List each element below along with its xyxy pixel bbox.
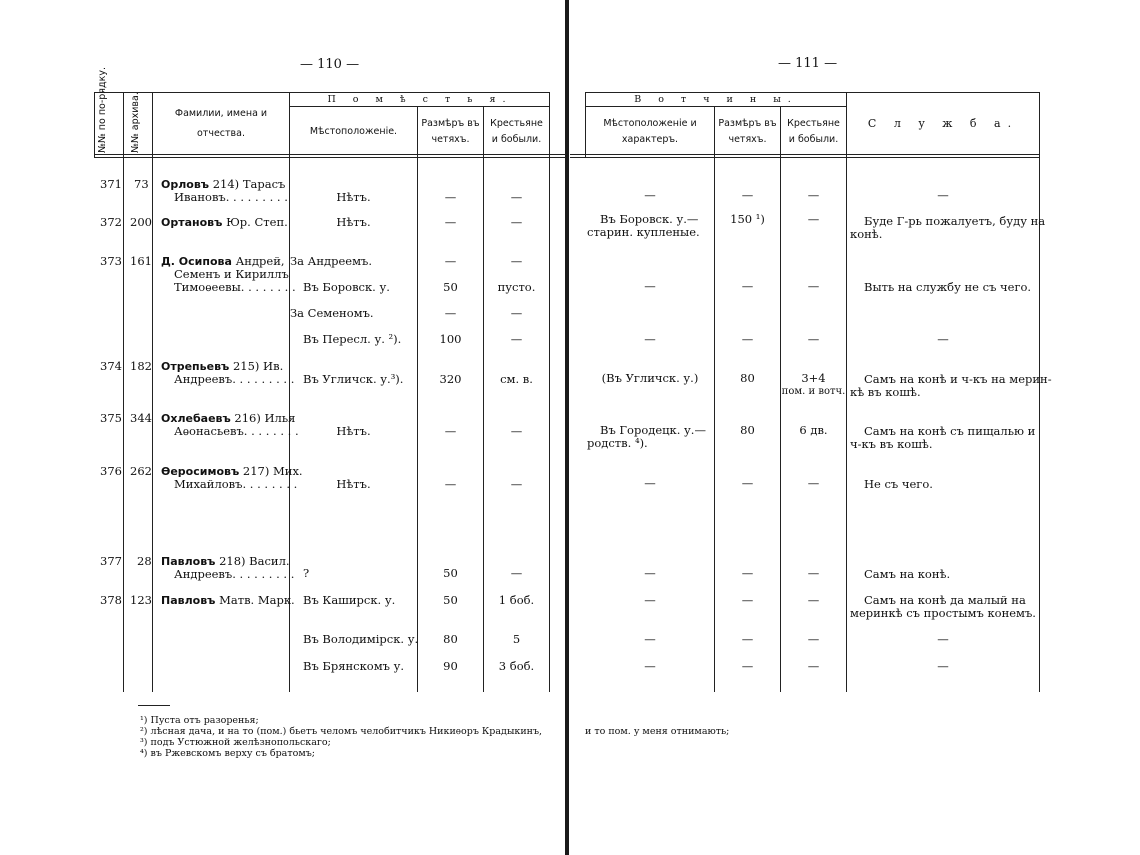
table-cell: — xyxy=(807,332,820,346)
table-cell: Павловъ 218) Васил. xyxy=(161,554,290,568)
table-cell: 372 xyxy=(100,215,122,229)
table-cell: 123 xyxy=(130,593,152,607)
table-cell: — xyxy=(741,188,754,202)
table-cell: — xyxy=(807,593,820,607)
table-cell: Въ Боровск. у.— xyxy=(600,212,699,226)
table-cell: — xyxy=(741,332,754,346)
table-cell: Самъ на конѣ. xyxy=(864,567,951,581)
table-cell: — xyxy=(510,254,523,268)
table-cell: — xyxy=(444,190,457,204)
table-cell: 3+4 xyxy=(801,371,826,385)
table-cell: — xyxy=(807,659,820,673)
table-cell: Ивановъ. . . . . . . . . xyxy=(174,190,288,204)
table-cell: 344 xyxy=(130,411,152,425)
table-cell: ? xyxy=(303,566,310,580)
table-cell: конѣ. xyxy=(850,227,883,241)
header-names: Фамилии, имена и отчества. xyxy=(174,108,268,139)
table-cell: 200 xyxy=(130,215,152,229)
table-cell: Буде Г-рь пожалуетъ, буду на xyxy=(864,214,1046,228)
table-cell: 28 xyxy=(137,554,152,568)
table-cell: 182 xyxy=(130,359,152,373)
table-cell: 376 xyxy=(100,464,122,478)
table-cell: ч-къ въ кошѣ. xyxy=(850,437,933,451)
table-cell: — xyxy=(937,188,949,202)
table-cell: Орловъ 214) Тарасъ xyxy=(161,177,286,191)
table-cell: — xyxy=(741,566,754,580)
right-page-number: — 111 — xyxy=(778,56,838,71)
table-cell: 1 боб. xyxy=(498,593,535,607)
table-cell: — xyxy=(510,477,523,491)
table-cell: 73 xyxy=(134,177,149,191)
table-cell: — xyxy=(644,659,656,673)
book-spine xyxy=(565,0,569,855)
table-cell: 262 xyxy=(130,464,152,478)
table-cell: 50 xyxy=(443,280,458,294)
table-cell: Въ Пересл. у. ²). xyxy=(303,332,402,346)
table-cell: Семенъ и Кириллъ xyxy=(174,267,289,281)
header-v-size: Размѣръ въ четяхъ. xyxy=(718,118,777,145)
table-cell: Нѣтъ. xyxy=(336,477,371,491)
table-cell: — xyxy=(510,215,523,229)
table-cell: — xyxy=(937,332,949,346)
footnote-rule xyxy=(138,705,170,706)
table-cell: — xyxy=(807,188,820,202)
footnote: ¹) Пуста отъ разоренья; xyxy=(140,715,259,726)
table-cell: 320 xyxy=(439,372,462,386)
table-cell: — xyxy=(644,566,656,580)
table-cell: — xyxy=(807,212,820,226)
table-cell: 378 xyxy=(100,593,122,607)
table-cell: — xyxy=(510,190,523,204)
table-cell: Ѳеросимовъ 217) Мих. xyxy=(161,464,303,478)
table-cell: Самъ на конѣ да малый на xyxy=(864,593,1026,607)
table-cell: Въ Каширск. у. xyxy=(303,593,396,607)
footnote: ²) лѣсная дача, и на то (пом.) бьетъ челомъ челобитчикъ Никиѳоръ Крадыкинъ, xyxy=(140,726,543,737)
table-cell: — xyxy=(644,632,656,646)
table-cell: — xyxy=(644,476,656,490)
table-cell: 50 xyxy=(443,593,458,607)
table-cell: За Семеномъ. xyxy=(290,306,374,320)
table-cell: Въ Володимірск. у. xyxy=(303,632,419,646)
table-cell: Выть на службу не съ чего. xyxy=(864,280,1032,294)
table-cell: 90 xyxy=(443,659,458,673)
table-cell: — xyxy=(644,279,656,293)
header-pomestya: П о м ѣ с т ь я. xyxy=(327,94,513,105)
table-cell: — xyxy=(807,632,820,646)
table-cell: — xyxy=(937,632,949,646)
table-cell: — xyxy=(510,424,523,438)
header-peasants: Крестьяне и бобыли. xyxy=(490,118,543,145)
table-cell: Въ Боровск. у. xyxy=(303,280,390,294)
table-cell: — xyxy=(510,332,523,346)
header-v-peasants: Крестьяне и бобыли. xyxy=(787,118,840,145)
table-cell: 50 xyxy=(443,566,458,580)
header-service: С л у ж б а. xyxy=(867,117,1019,130)
table-cell: старин. купленые. xyxy=(587,225,700,239)
table-cell: Нѣтъ. xyxy=(336,190,371,204)
table-cell: Въ Угличск. у.³). xyxy=(303,372,404,386)
table-cell: кѣ въ кошѣ. xyxy=(850,385,921,399)
table-cell: Ортановъ Юр. Степ. xyxy=(161,215,288,229)
table-cell: — xyxy=(444,424,457,438)
table-cell: Андреевъ. . . . . . . . . xyxy=(174,567,295,581)
table-cell: — xyxy=(444,215,457,229)
table-cell: родств. ⁴). xyxy=(587,436,648,450)
table-cell: — xyxy=(741,659,754,673)
table-cell: 371 xyxy=(100,177,122,191)
table-cell: 377 xyxy=(100,554,122,568)
table-cell: — xyxy=(644,593,656,607)
table-cell: 150 ¹) xyxy=(730,212,765,226)
header-size: Размѣръ въ четяхъ. xyxy=(421,118,480,145)
table-cell: Аѳонасьевъ. . . . . . . . xyxy=(174,424,299,438)
table-cell: Михайловъ. . . . . . . . xyxy=(174,477,298,491)
table-cell: — xyxy=(807,279,820,293)
left-page-number: — 110 — xyxy=(300,57,360,72)
table-cell: — xyxy=(937,659,949,673)
table-cell: Отрепьевъ 215) Ив. xyxy=(161,359,284,373)
table-cell: — xyxy=(741,593,754,607)
table-cell: 6 дв. xyxy=(799,423,828,437)
table-cell: (Въ Угличск. у.) xyxy=(601,371,699,385)
header-location: Мѣстоположеніе. xyxy=(309,126,398,137)
table-cell: — xyxy=(644,188,656,202)
table-cell: — xyxy=(807,476,820,490)
table-cell: 100 xyxy=(439,332,462,346)
table-cell: Въ Городецк. у.— xyxy=(600,423,706,437)
footnote: ³) подъ Устюжной желѣзнопольскаго; xyxy=(140,737,331,748)
table-cell: — xyxy=(741,632,754,646)
table-cell: 373 xyxy=(100,254,122,268)
table-cell: меринкѣ съ простымъ конемъ. xyxy=(850,606,1036,620)
header-votchiny: В о т ч и н ы. xyxy=(634,94,798,105)
table-cell: — xyxy=(741,279,754,293)
table-cell: — xyxy=(510,566,523,580)
footnote: ⁴) въ Ржевскомъ верху съ братомъ; xyxy=(140,748,315,759)
table-cell: 80 xyxy=(740,371,755,385)
table-cell: 5 xyxy=(512,632,521,646)
header-num-order: №№ по по-рядку. xyxy=(97,67,108,153)
table-cell: 375 xyxy=(100,411,122,425)
table-cell: Андреевъ. . . . . . . . . xyxy=(174,372,295,386)
table-cell: 80 xyxy=(443,632,458,646)
table-cell: — xyxy=(444,306,457,320)
table-cell: — xyxy=(741,476,754,490)
table-cell: — xyxy=(444,477,457,491)
table-cell: Д. Осипова Андрей, xyxy=(161,254,285,268)
header-v-location: Мѣстоположеніе и характеръ. xyxy=(603,118,697,145)
table-cell: 374 xyxy=(100,359,122,373)
table-cell: см. в. xyxy=(500,372,533,386)
header-num-archive: №№ архива. xyxy=(130,92,141,153)
table-cell: пусто. xyxy=(497,280,536,294)
table-cell: Нѣтъ. xyxy=(336,424,371,438)
table-cell: 161 xyxy=(130,254,152,268)
table-cell: Тимоѳеевы. . . . . . . . xyxy=(174,280,296,294)
table-cell: Охлебаевъ 216) Илья xyxy=(161,411,296,425)
table-cell: За Андреемъ. xyxy=(290,254,373,268)
footnote-continuation: и то пом. у меня отнимають; xyxy=(585,726,730,737)
table-cell: Самъ на конѣ и ч-къ на мерин- xyxy=(864,372,1052,386)
table-cell: 80 xyxy=(740,423,755,437)
table-cell: — xyxy=(444,254,457,268)
table-cell: 3 боб. xyxy=(498,659,535,673)
table-cell: Самъ на конѣ съ пищалью и xyxy=(864,424,1036,438)
table-cell: — xyxy=(807,566,820,580)
table-cell: — xyxy=(510,306,523,320)
table-cell: — xyxy=(644,332,656,346)
table-cell: Павловъ Матв. Марк. xyxy=(161,593,295,607)
table-cell: Нѣтъ. xyxy=(336,215,371,229)
table-cell: пом. и вотч. xyxy=(781,386,846,397)
table-cell: Не съ чего. xyxy=(864,477,933,491)
table-cell: Въ Брянскомъ у. xyxy=(303,659,405,673)
